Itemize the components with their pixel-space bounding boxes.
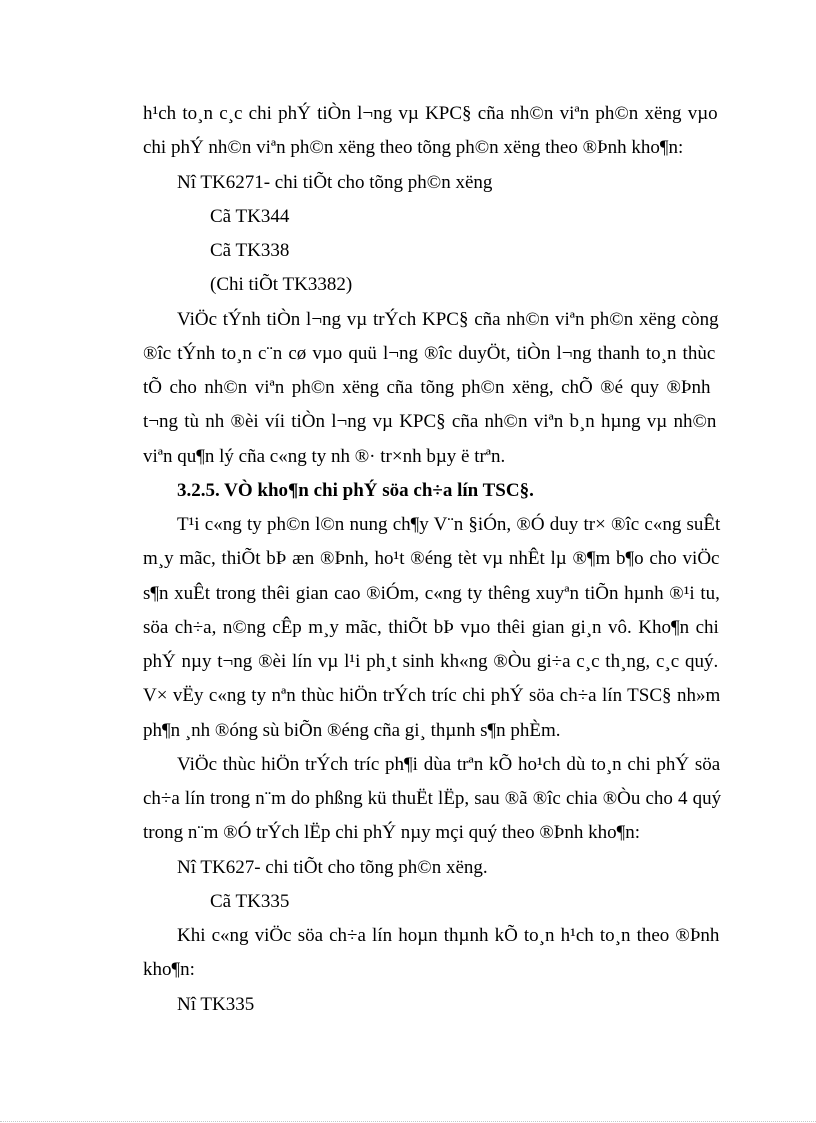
text-line: ph¶n ¸nh ®óng sù biÕn ®éng cña gi¸ thµnh s¶n phÈm. [143, 720, 561, 741]
text-line: Cã TK344 [210, 206, 290, 227]
page-bottom-divider [0, 1121, 816, 1122]
text-line: Cã TK335 [210, 891, 290, 912]
text-line: Cã TK338 [210, 240, 290, 261]
text-line: söa ch÷a, n©ng cÊp m¸y mãc, thiÕt bÞ vµo thêi gian gi¸n vô. Kho¶n chi [143, 617, 719, 638]
text-line: ch÷a lín trong n¨m do phßng kü thuËt lËp, sau ®ã ®îc chia ®Òu cho 4 quý [143, 788, 722, 809]
text-line: Nî TK335 [177, 994, 255, 1015]
text-line: Nî TK627- chi tiÕt cho tõng ph©n xëng. [177, 857, 488, 878]
text-line: Nî TK6271- chi tiÕt cho tõng ph©n xëng [177, 172, 493, 193]
text-line: trong n¨m ®Ó trÝch lËp chi phÝ nµy mçi quý theo ®Þnh kho¶n: [143, 822, 640, 843]
text-line: ViÖc tÝnh tiÒn l¬ng vµ trÝch KPC§ cña nh©n viªn ph©n xëng còng [177, 309, 719, 330]
text-line: V× vËy c«ng ty nªn thùc hiÖn trÝch tríc chi phÝ söa ch÷a lín TSC§ nh»m [143, 685, 721, 706]
section-heading: 3.2.5. VÒ kho¶n chi phÝ söa ch÷a lín TSC§. [177, 480, 534, 501]
text-line: ®îc tÝnh to¸n c¨n cø vµo quü l¬ng ®îc duyÖt, tiÒn l¬ng thanh to¸n thùc [143, 343, 716, 364]
text-line: viªn qu¶n lý cña c«ng ty nh ®· tr×nh bµy ë trªn. [143, 446, 506, 467]
text-line: phÝ nµy t¬ng ®èi lín vµ l¹i ph¸t sinh kh«ng ®Òu gi÷a c¸c th¸ng, c¸c quý. [143, 651, 719, 672]
text-line: Khi c«ng viÖc söa ch÷a lín hoµn thµnh kÕ to¸n h¹ch to¸n theo ®Þnh [177, 925, 720, 946]
text-line: s¶n xuÊt trong thêi gian cao ®iÓm, c«ng ty thêng xuyªn tiÕn hµnh ®¹i tu, [143, 583, 720, 604]
text-line: ViÖc thùc hiÖn trÝch tríc ph¶i dùa trªn kÕ ho¹ch dù to¸n chi phÝ söa [177, 754, 721, 775]
text-line: chi phÝ nh©n viªn ph©n xëng theo tõng ph©n xëng theo ®Þnh kho¶n: [143, 137, 684, 158]
text-line: h¹ch to¸n c¸c chi phÝ tiÒn l¬ng vµ KPC§ cña nh©n viªn ph©n xëng vµo [143, 103, 718, 124]
text-line: (Chi tiÕt TK3382) [210, 274, 353, 295]
text-line: T¹i c«ng ty ph©n l©n nung ch¶y V¨n §iÓn, ®Ó duy tr× ®îc c«ng suÊt [177, 514, 721, 535]
text-line: m¸y mãc, thiÕt bÞ æn ®Þnh, ho¹t ®éng tèt vµ nhÊt lµ ®¶m b¶o cho viÖc [143, 548, 720, 569]
text-line: tÕ cho nh©n viªn ph©n xëng cña tõng ph©n xëng, chÕ ®é quy ®Þnh [143, 377, 711, 398]
text-line: t¬ng tù nh ®èi víi tiÒn l¬ng vµ KPC§ cña nh©n viªn b¸n hµng vµ nh©n [143, 411, 717, 432]
text-line: kho¶n: [143, 959, 195, 980]
